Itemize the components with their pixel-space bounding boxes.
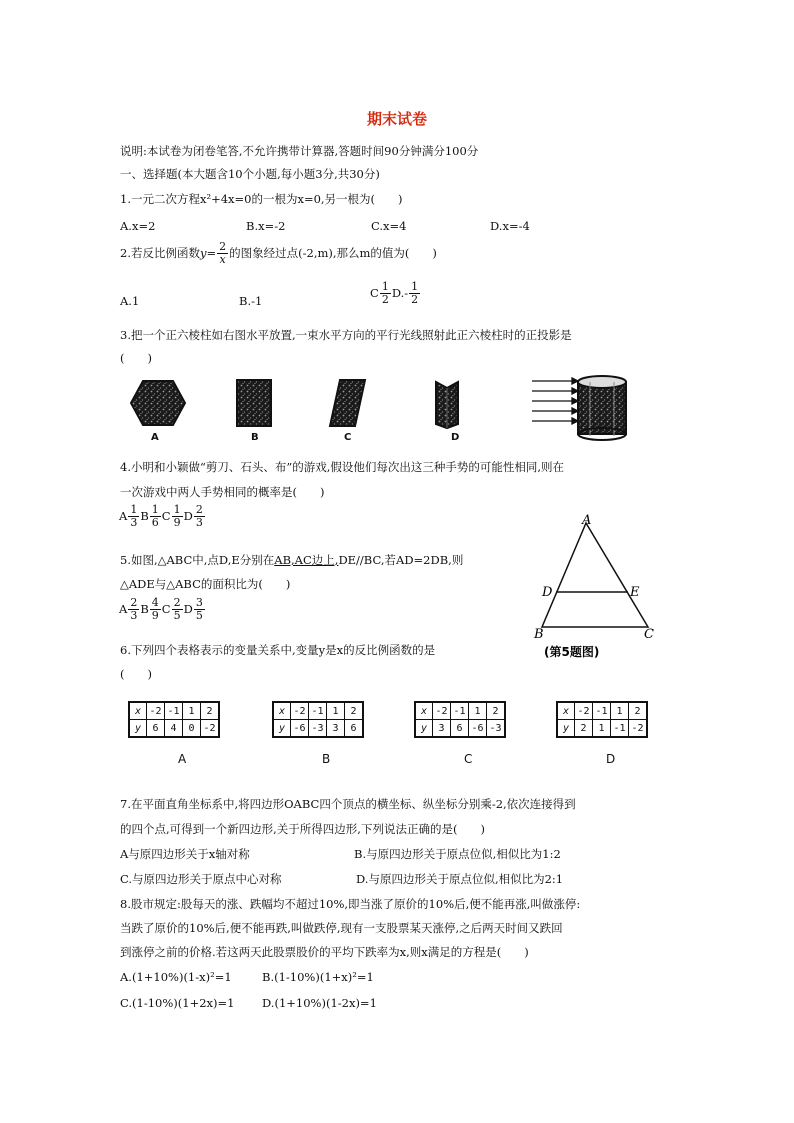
q1-option-b: B.x=-2 bbox=[246, 219, 286, 233]
q2-c-den: 2 bbox=[381, 292, 389, 306]
q8-option-b: B.(1-10%)(1+x)²=1 bbox=[262, 970, 374, 984]
q6-table-grid bbox=[414, 701, 506, 738]
instructions: 说明:本试卷为闭卷笔答,不允许携带计算器,答题时间90分钟满分100分 bbox=[120, 144, 479, 158]
q6-table-row-y bbox=[273, 720, 363, 738]
q5-a-letter: A bbox=[119, 602, 128, 617]
q2-option-c-letter: C bbox=[370, 286, 379, 301]
q5-a-num: 2 bbox=[130, 596, 138, 609]
q5-options bbox=[119, 597, 206, 621]
q6-cell-x: 2 bbox=[487, 702, 506, 720]
q4-c-letter: C bbox=[161, 509, 171, 524]
q6-cell-x: -1 bbox=[593, 702, 611, 720]
q3-label-a: A bbox=[151, 432, 159, 443]
q6-table-grid bbox=[128, 701, 220, 738]
q5-line1 bbox=[120, 552, 463, 568]
q2-eq: = bbox=[206, 246, 217, 261]
q6-cell-x: 2 bbox=[345, 702, 364, 720]
q6-table-b bbox=[272, 701, 364, 738]
q6-cell-x: 1 bbox=[327, 702, 345, 720]
q6-cell-x: 1 bbox=[611, 702, 629, 720]
q6-header-x: x bbox=[557, 702, 575, 720]
q5-line1-pre: 5.如图,△ABC中,点D,E分别在 bbox=[120, 553, 275, 567]
q5-label-a: A bbox=[582, 513, 592, 528]
q4-options bbox=[119, 504, 206, 528]
q6-header-x: x bbox=[273, 702, 291, 720]
q5-line1-post: DE//BC,若AD=2DB,则 bbox=[338, 553, 464, 567]
q2-stem-post: 的图象经过点(-2,m),那么m的值为( ) bbox=[229, 246, 437, 261]
q3-label-d: D bbox=[451, 432, 460, 443]
q1-option-c: C.x=4 bbox=[371, 219, 407, 233]
q6-cell-y: 4 bbox=[165, 720, 183, 738]
q5-c-num: 2 bbox=[173, 596, 181, 609]
q3-hexagonal-prism-icon bbox=[578, 376, 626, 440]
section-heading: 一、选择题(本大题含10个小题,每小题3分,共30分) bbox=[120, 167, 380, 181]
q5-line1-underlined: AB,AC边上, bbox=[274, 553, 339, 567]
q4-c-num: 1 bbox=[173, 503, 181, 516]
q5-triangle-figure bbox=[530, 512, 670, 662]
q6-cell-y: -3 bbox=[309, 720, 327, 738]
q6-table-c bbox=[414, 701, 506, 738]
q2-fraction bbox=[217, 241, 228, 265]
q6-cell-y: -1 bbox=[611, 720, 629, 738]
q6-cell-y: 6 bbox=[147, 720, 165, 738]
q6-cell-y: -2 bbox=[201, 720, 220, 738]
q5-d-num: 3 bbox=[195, 596, 203, 609]
q4-b-letter: B bbox=[140, 509, 149, 524]
q6-table-row-y bbox=[129, 720, 219, 738]
q4-d-frac bbox=[194, 504, 205, 528]
q6-cell-y: 0 bbox=[183, 720, 201, 738]
q6-table-row-y bbox=[415, 720, 505, 738]
q4-a-num: 1 bbox=[130, 503, 138, 516]
q5-c-den: 5 bbox=[173, 608, 181, 622]
q5-a-frac bbox=[128, 597, 139, 621]
q6-cell-y: -2 bbox=[629, 720, 648, 738]
q6-label-c: C bbox=[464, 752, 473, 766]
q6-table-row-x bbox=[557, 702, 647, 720]
q6-cell-y: 6 bbox=[451, 720, 469, 738]
q4-c-den: 9 bbox=[173, 515, 181, 529]
q5-c-letter: C bbox=[161, 602, 171, 617]
q6-table-row-y bbox=[557, 720, 647, 738]
q4-b-frac bbox=[150, 504, 161, 528]
q6-cell-y: 3 bbox=[433, 720, 451, 738]
q5-b-num: 4 bbox=[151, 596, 159, 609]
q7-option-b: B.与原四边形关于原点位似,相似比为1:2 bbox=[354, 847, 561, 861]
q2-y: y bbox=[199, 246, 207, 261]
q5-c-frac bbox=[172, 597, 183, 621]
q2-d-den: 2 bbox=[411, 292, 419, 306]
q7-line1: 7.在平面直角坐标系中,将四边形OABC四个顶点的横坐标、纵坐标分别乘-2,依次连接得到 bbox=[120, 797, 576, 811]
q6-cell-x: 1 bbox=[469, 702, 487, 720]
q1-option-a: A.x=2 bbox=[120, 219, 156, 233]
q4-b-den: 6 bbox=[151, 515, 159, 529]
q6-table-grid bbox=[272, 701, 364, 738]
q5-b-letter: B bbox=[140, 602, 149, 617]
q7-line2: 的四个点,可得到一个新四边形,关于所得四边形,下列说法正确的是( ) bbox=[120, 822, 485, 836]
q1-option-d: D.x=-4 bbox=[490, 219, 530, 233]
q6-table-grid bbox=[556, 701, 648, 738]
q5-d-den: 5 bbox=[195, 608, 203, 622]
q6-table-d bbox=[556, 701, 648, 738]
q2-fraction-den: x bbox=[219, 252, 226, 266]
q6-cell-x: 1 bbox=[183, 702, 201, 720]
q2-stem-pre: 2.若反比例函数 bbox=[120, 246, 200, 261]
q2-options-cd bbox=[370, 281, 421, 305]
q7-option-a: A与原四边形关于x轴对称 bbox=[120, 847, 250, 861]
q6-header-y: y bbox=[129, 720, 147, 738]
q3-figures bbox=[120, 372, 640, 447]
q5-b-frac bbox=[150, 597, 161, 621]
q6-cell-x: -2 bbox=[291, 702, 309, 720]
q6-cell-y: 6 bbox=[345, 720, 364, 738]
q3-light-rays-icon bbox=[532, 378, 578, 424]
q6-header-y: y bbox=[557, 720, 575, 738]
q6-label-d: D bbox=[606, 752, 616, 766]
q7-option-d: D.与原四边形关于原点位似,相似比为2:1 bbox=[356, 872, 564, 886]
q6-cell-x: -1 bbox=[309, 702, 327, 720]
q2-option-b: B.-1 bbox=[239, 294, 263, 308]
q4-d-num: 2 bbox=[195, 503, 203, 516]
q3-label-b: B bbox=[251, 432, 259, 443]
q2-fraction-num: 2 bbox=[219, 240, 227, 253]
q2-d-num: 1 bbox=[411, 280, 419, 293]
q8-line2: 当跌了原价的10%后,便不能再跌,叫做跌停,现有一支股票某天涨停,之后两天时间又跌回 bbox=[120, 921, 563, 935]
q2-option-d-frac bbox=[409, 281, 420, 305]
q2-option-a: A.1 bbox=[120, 294, 140, 308]
q5-caption: (第5题图) bbox=[544, 645, 600, 659]
q4-c-frac bbox=[172, 504, 183, 528]
q6-line2: ( ) bbox=[120, 667, 152, 681]
q6-cell-x: -2 bbox=[433, 702, 451, 720]
q2-option-c-frac bbox=[380, 281, 391, 305]
q8-option-a: A.(1+10%)(1-x)²=1 bbox=[120, 970, 232, 984]
q7-option-c: C.与原四边形关于原点中心对称 bbox=[120, 872, 282, 886]
q6-table-row-x bbox=[415, 702, 505, 720]
q6-cell-x: -2 bbox=[575, 702, 593, 720]
q6-header-y: y bbox=[415, 720, 433, 738]
q5-b-den: 9 bbox=[151, 608, 159, 622]
q6-cell-y: -3 bbox=[487, 720, 506, 738]
page-title: 期末试卷 bbox=[367, 110, 428, 128]
q6-header-y: y bbox=[273, 720, 291, 738]
q6-cell-x: -1 bbox=[451, 702, 469, 720]
q6-header-x: x bbox=[129, 702, 147, 720]
q2-c-num: 1 bbox=[381, 280, 389, 293]
q5-d-frac bbox=[194, 597, 205, 621]
q6-cell-y: 1 bbox=[593, 720, 611, 738]
q3-stem-line2: ( ) bbox=[120, 351, 152, 365]
q8-line3: 到涨停之前的价格.若这两天此股票股价的平均下跌率为x,则x满足的方程是( ) bbox=[120, 945, 529, 959]
q3-option-a-hexagon-icon bbox=[131, 381, 185, 425]
q4-line2: 一次游戏中两人手势相同的概率是( ) bbox=[120, 485, 325, 499]
q4-a-frac bbox=[128, 504, 139, 528]
q6-table-a bbox=[128, 701, 220, 738]
q4-a-letter: A bbox=[119, 509, 128, 524]
q8-option-c: C.(1-10%)(1+2x)=1 bbox=[120, 996, 235, 1010]
q2-option-d-letter: D.- bbox=[391, 286, 409, 301]
q6-cell-y: 3 bbox=[327, 720, 345, 738]
q6-cell-x: 2 bbox=[201, 702, 220, 720]
q6-cell-x: -2 bbox=[147, 702, 165, 720]
q4-d-letter: D bbox=[183, 509, 193, 524]
q3-option-b-rectangle-icon bbox=[237, 380, 271, 426]
q6-cell-x: -1 bbox=[165, 702, 183, 720]
q6-label-a: A bbox=[178, 752, 187, 766]
q6-header-x: x bbox=[415, 702, 433, 720]
q5-d-letter: D bbox=[183, 602, 193, 617]
q5-label-b: B bbox=[534, 627, 544, 642]
q6-cell-y: -6 bbox=[469, 720, 487, 738]
q6-cell-y: 2 bbox=[575, 720, 593, 738]
q8-line1: 8.股市规定:股每天的涨、跌幅均不超过10%,即当涨了原价的10%后,便不能再涨,叫做涨停: bbox=[120, 897, 581, 911]
q5-label-c: C bbox=[644, 627, 654, 642]
q3-option-c-parallelogram-icon bbox=[330, 380, 365, 426]
q5-label-d: D bbox=[542, 585, 553, 600]
q1-stem: 1.一元二次方程x²+4x=0的一根为x=0,另一根为( ) bbox=[120, 192, 403, 206]
q5-label-e: E bbox=[630, 585, 640, 600]
q2-stem bbox=[120, 241, 437, 265]
q4-a-den: 3 bbox=[130, 515, 138, 529]
q5-line2: △ADE与△ABC的面积比为( ) bbox=[120, 577, 291, 591]
q8-option-d: D.(1+10%)(1-2x)=1 bbox=[262, 996, 377, 1010]
q6-label-b: B bbox=[322, 752, 331, 766]
q3-label-c: C bbox=[344, 432, 352, 443]
q6-cell-x: 2 bbox=[629, 702, 648, 720]
q4-line1: 4.小明和小颖做“剪刀、石头、布”的游戏,假设他们每次出这三种手势的可能性相同,则在 bbox=[120, 460, 565, 474]
q4-d-den: 3 bbox=[195, 515, 203, 529]
q4-b-num: 1 bbox=[151, 503, 159, 516]
q6-table-row-x bbox=[273, 702, 363, 720]
q6-line1: 6.下列四个表格表示的变量关系中,变量y是x的反比例函数的是 bbox=[120, 643, 436, 657]
q6-cell-y: -6 bbox=[291, 720, 309, 738]
q5-a-den: 3 bbox=[130, 608, 138, 622]
q6-table-row-x bbox=[129, 702, 219, 720]
q3-stem-line1: 3.把一个正六棱柱如右图水平放置,一束水平方向的平行光线照射此正六棱柱时的正投影是 bbox=[120, 328, 572, 342]
